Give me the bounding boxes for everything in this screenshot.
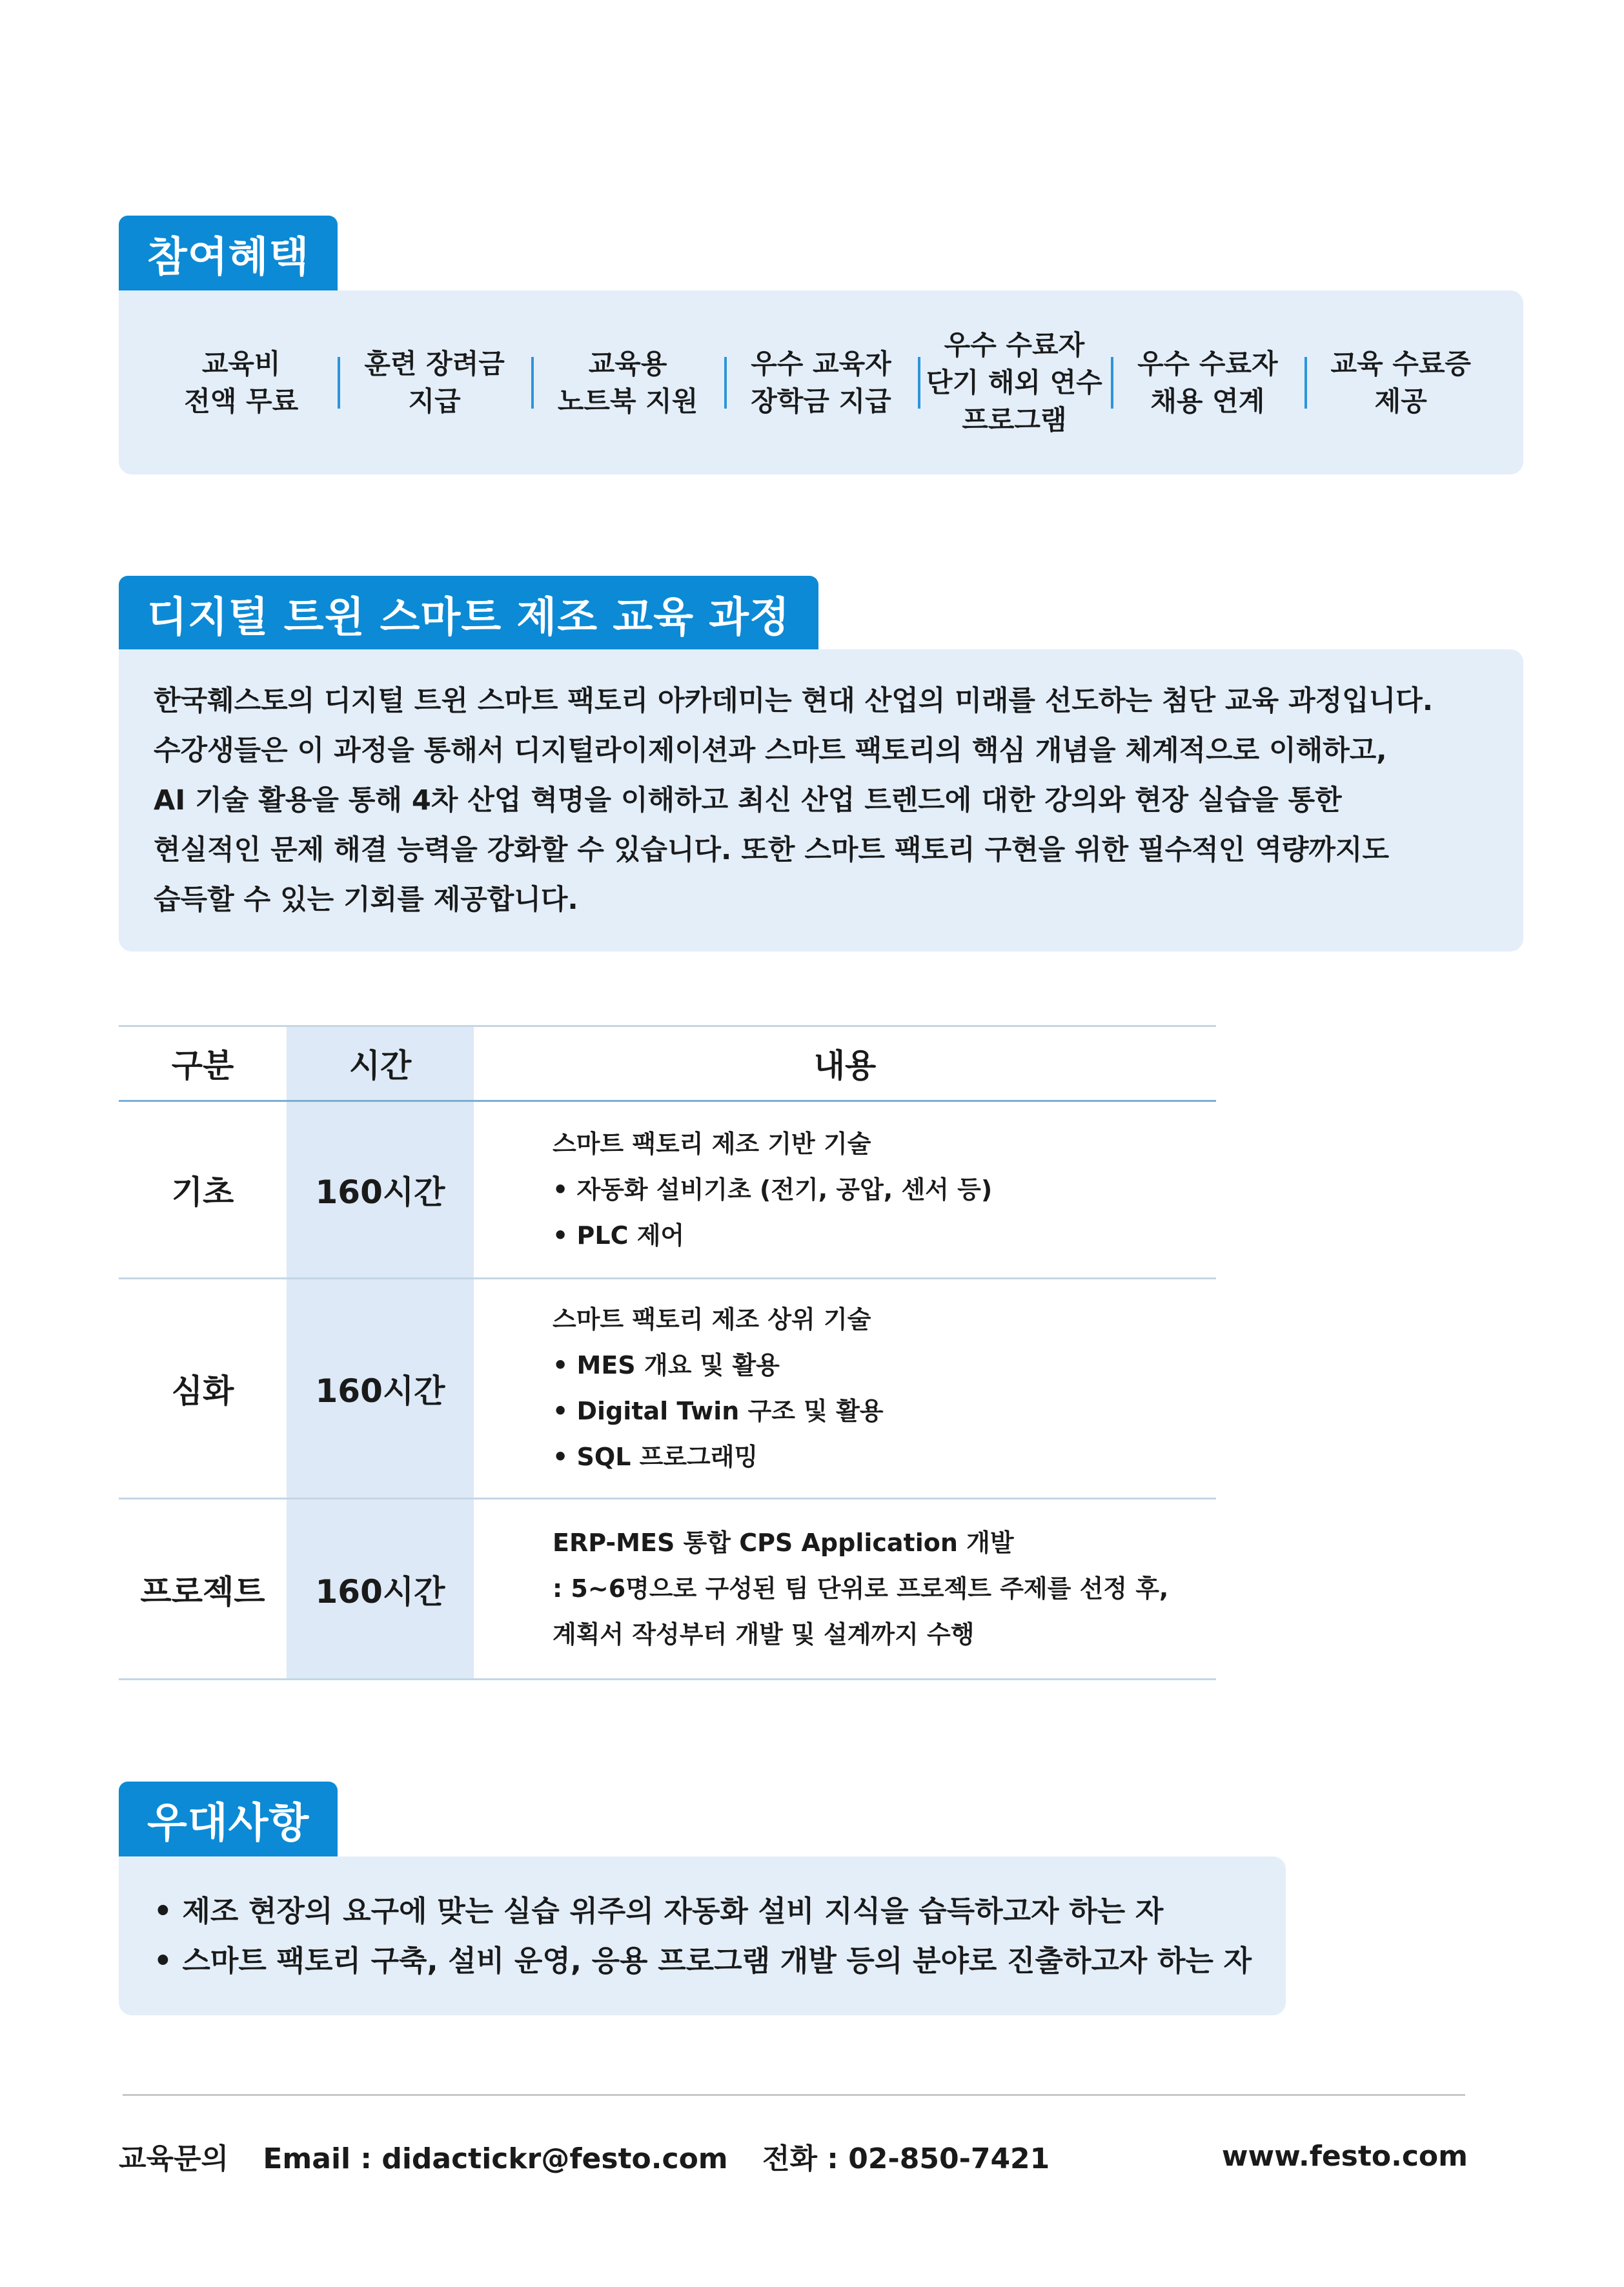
row-category: 기초 — [171, 1174, 234, 1211]
content-line: 계획서 작성부터 개발 및 설계까지 수행 — [553, 1620, 975, 1649]
header-category: 구분 — [171, 1047, 234, 1084]
content-line: • 자동화 설비기초 (전기, 공압, 센서 등) — [553, 1175, 993, 1204]
footer — [119, 2130, 1468, 2182]
header-content: 내용 — [813, 1047, 877, 1084]
benefit-item: 훈련 장려금 지급 — [338, 345, 531, 420]
course-description-line: 현실적인 문제 해결 능력을 강화할 수 있습니다. 또한 스마트 팩토리 구현을 위한 필수적인 역량까지도 — [154, 834, 1390, 866]
benefit-item: 교육 수료증 제공 — [1304, 345, 1497, 420]
contact-label: 교육문의 — [119, 2142, 229, 2175]
benefits-title: 참여혜택 — [119, 216, 338, 292]
benefit-item: 우수 교육자 장학금 지급 — [724, 345, 917, 420]
course-description-line: AI 기술 활용을 통해 4차 산업 혁명을 이해하고 최신 산업 트렌드에 대한 강의와 현장 실습을 통한 — [154, 784, 1342, 817]
row-content — [553, 1279, 884, 1498]
content-line: • Digital Twin 구조 및 활용 — [553, 1397, 884, 1425]
preferences-title: 우대사항 — [119, 1782, 338, 1858]
benefit-item: 교육용 노트북 지원 — [531, 345, 724, 420]
footer-contact — [119, 2135, 1074, 2177]
website-link[interactable]: www.festo.com — [1221, 2139, 1468, 2173]
table-bottom-rule — [119, 1678, 1216, 1680]
course-description-panel — [119, 649, 1523, 951]
benefit-item: 우수 수료자 단기 해외 연수 프로그램 — [918, 327, 1111, 439]
content-line: • SQL 프로그래밍 — [553, 1443, 758, 1471]
row-category: 심화 — [171, 1372, 234, 1410]
benefit-item: 우수 수료자 채용 연계 — [1111, 345, 1304, 420]
curriculum-table — [119, 1025, 1216, 1680]
benefit-item: 교육비 전액 무료 — [184, 347, 299, 417]
row-hours: 160시간 — [315, 1174, 445, 1211]
row-hours: 160시간 — [315, 1372, 445, 1410]
content-line: 스마트 팩토리 제조 기반 기술 — [553, 1129, 871, 1158]
row-content — [553, 1499, 1168, 1678]
footer-divider — [123, 2094, 1465, 2096]
course-description-line: 한국훼스토의 디지털 트윈 스마트 팩토리 아카데미는 현대 산업의 미래를 선도하는 첨단 교육 과정입니다. — [154, 685, 1434, 717]
contact-email-link[interactable]: Email : didactickr@festo.com — [263, 2142, 728, 2175]
row-content — [553, 1102, 992, 1277]
preferences-panel — [119, 1856, 1286, 2015]
content-line: • MES 개요 및 활용 — [553, 1351, 780, 1379]
preference-item: • 제조 현장의 요구에 맞는 실습 위주의 자동화 설비 지식을 습득하고자 하는 자 — [154, 1894, 1164, 1928]
benefits-panel — [119, 290, 1523, 474]
row-hours: 160시간 — [315, 1572, 445, 1611]
content-line: : 5~6명으로 구성된 팀 단위로 프로젝트 주제를 선정 후, — [553, 1574, 1169, 1603]
content-line: • PLC 제어 — [553, 1221, 685, 1250]
preference-item: • 스마트 팩토리 구축, 설비 운영, 응용 프로그램 개발 등의 분야로 진출하고자 하는 자 — [154, 1944, 1252, 1978]
content-line: ERP-MES 통합 CPS Application 개발 — [553, 1529, 1014, 1557]
course-description-line: 습득할 수 있는 기회를 제공합니다. — [154, 884, 578, 916]
content-line: 스마트 팩토리 제조 상위 기술 — [553, 1305, 871, 1334]
header-hours: 시간 — [349, 1047, 412, 1084]
course-description-line: 수강생들은 이 과정을 통해서 디지털라이제이션과 스마트 팩토리의 핵심 개념을 체계적으로 이해하고, — [154, 735, 1387, 767]
contact-phone: 전화 : 02-850-7421 — [762, 2142, 1050, 2175]
row-category: 프로젝트 — [140, 1572, 265, 1611]
course-title: 디지털 트윈 스마트 제조 교육 과정 — [119, 576, 818, 652]
